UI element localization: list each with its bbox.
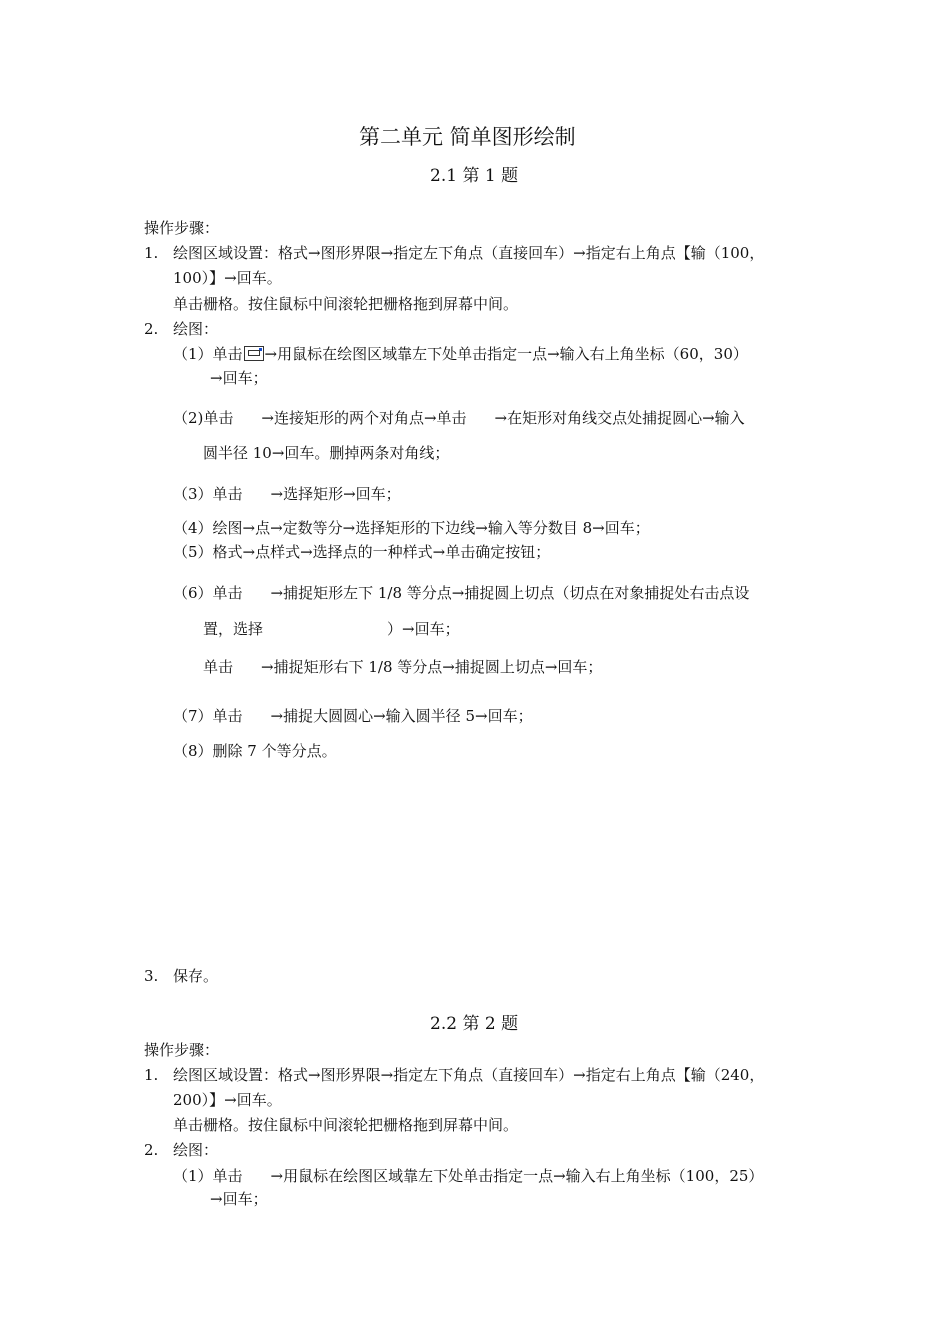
unit-title: 第二单元 简单图形绘制 — [359, 125, 576, 149]
list-item-text: （5）格式→点样式→选择点的一种样式→单击确定按钮； — [173, 543, 551, 561]
step-text: 保存。 — [173, 967, 219, 985]
list-item — [173, 408, 745, 428]
step-text: 绘图： — [173, 1141, 219, 1159]
step-text: 绘图： — [173, 320, 219, 338]
step-number: 1. — [144, 1066, 159, 1084]
step-number: 1. — [144, 244, 159, 262]
step-number: 2. — [144, 320, 159, 338]
rectangle-tool-icon — [244, 346, 264, 361]
list-item-text: →回车； — [210, 369, 268, 387]
step-text: 绘图区域设置：格式→图形界限→指定左下角点（直接回车）→指定右上角点【输（100， — [173, 244, 765, 262]
list-item-text: →选择矩形→回车； — [270, 485, 401, 503]
section-title-2-1: 2.1 第 1 题 — [430, 166, 519, 186]
list-item-text: 圆半径 10→回车。删掉两条对角线； — [203, 444, 450, 462]
list-item-text: （7）单击 — [173, 707, 243, 725]
steps-label: 操作步骤： — [144, 219, 220, 237]
list-item — [173, 583, 749, 603]
list-item-text: （6）单击 — [173, 584, 243, 602]
list-item — [203, 657, 602, 677]
step-text: 绘图区域设置：格式→图形界限→指定左下角点（直接回车）→指定右上角点【输（240， — [173, 1066, 765, 1084]
step-text: 200）】→回车。 — [173, 1091, 282, 1109]
list-item-text: →回车； — [210, 1190, 268, 1208]
list-item-text: （2)单击 — [173, 409, 234, 427]
list-item — [173, 344, 748, 364]
list-item-text: →捕捉矩形左下 1/8 等分点→捕捉圆上切点（切点在对象捕捉处右击点设 — [270, 584, 750, 602]
list-item-text: （4）绘图→点→定数等分→选择矩形的下边线→输入等分数目 8→回车； — [173, 519, 650, 537]
step-text: 单击栅格。按住鼠标中间滚轮把栅格拖到屏幕中间。 — [173, 295, 519, 313]
list-item — [173, 484, 401, 504]
list-item-text: （3）单击 — [173, 485, 243, 503]
list-item-text: （8）删除 7 个等分点。 — [173, 742, 337, 760]
list-item — [173, 1166, 763, 1186]
list-item-text: ）→回车； — [387, 620, 460, 638]
list-item-text: →连接矩形的两个对角点→单击 — [261, 409, 467, 427]
list-item-text: →捕捉矩形右下 1/8 等分点→捕捉圆上切点→回车； — [261, 658, 603, 676]
list-item-text: →捕捉大圆圆心→输入圆半径 5→回车； — [270, 707, 533, 725]
list-item-text: 置，选择 — [203, 620, 264, 638]
list-item — [173, 706, 533, 726]
steps-label: 操作步骤： — [144, 1041, 220, 1059]
step-number: 2. — [144, 1141, 159, 1159]
list-item-text: →用鼠标在绘图区域靠左下处单击指定一点→输入右上角坐标（60，30） — [264, 345, 748, 363]
step-number: 3. — [144, 967, 159, 985]
step-text: 100）】→回车。 — [173, 269, 282, 287]
step-text: 单击栅格。按住鼠标中间滚轮把栅格拖到屏幕中间。 — [173, 1116, 519, 1134]
list-item-text: 单击 — [203, 658, 234, 676]
list-item-text: （1）单击 — [173, 1167, 243, 1185]
list-item-text: →用鼠标在绘图区域靠左下处单击指定一点→输入右上角坐标（100，25） — [270, 1167, 764, 1185]
list-item-text: （1）单击 — [173, 345, 243, 363]
list-item — [203, 619, 460, 639]
list-item-text: →在矩形对角线交点处捕捉圆心→输入 — [494, 409, 745, 427]
section-title-2-2: 2.2 第 2 题 — [430, 1014, 519, 1034]
